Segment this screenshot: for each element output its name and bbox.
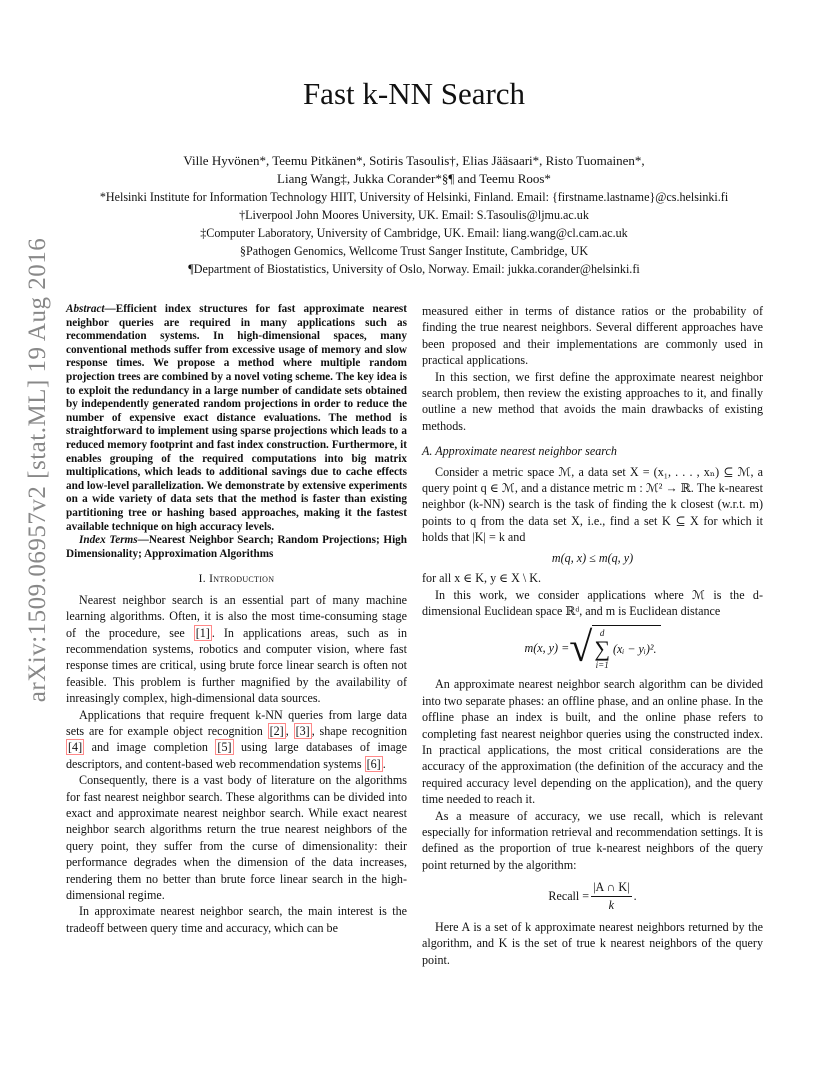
equation-lhs: m(x, y) = — [524, 640, 570, 655]
affiliation-cambridge: ‡Computer Laboratory, University of Cambridge, UK. Email: liang.wang@cl.cam.ac.uk — [200, 226, 628, 240]
subsection-heading-approximate-nn: A. Approximate nearest neighbor search — [422, 444, 617, 459]
recall-fraction — [591, 879, 631, 913]
text-span: . In applications areas, such as in recommendation systems, robotics and computer vision, where fast response times are critical, using brute force linear search is often not feasible. This problem is further magnified by the availability of inreasingly complex, high-dimensional data sources. — [66, 625, 407, 706]
intro-paragraph-3: Consequently, there is a vast body of literature on the algorithms for fast nearest neighbor search. These algorithms can be divided into exact and approximate nearest neighbor search. While exact nearest neighbor search algorithms return the true nearest neighbors of the query point, they suffer from the curse of dimensionality: their performance degrades when the dimension of the data increases, rendering them no better than brute force linear search in the high-dimensional regime. — [66, 773, 407, 902]
sum-body: (xᵢ − yᵢ)². — [613, 642, 657, 657]
sum-upper-limit: d — [599, 628, 605, 639]
citation-link-2[interactable]: [2] — [269, 723, 284, 738]
citation-link-6[interactable]: [6] — [366, 756, 381, 771]
index-terms — [66, 534, 407, 561]
summation — [594, 628, 610, 670]
abstract — [66, 303, 407, 534]
intro-paragraph-4: In approximate nearest neighbor search, the main interest is the tradeoff between query time and accuracy, which can be — [66, 904, 407, 935]
recall-paragraph: As a measure of accuracy, we use recall, which is relevant especially for information retrieval and recommendation settings. It is defined as the proportion of true k-nearest neighbors of the query point returned by the algorithm: — [422, 808, 763, 872]
citation-link-4[interactable]: [4] — [68, 740, 83, 755]
affiliation-hiit: *Helsinki Institute for Information Technology HIIT, University of Helsinki, Finland. Email: {firstname.lastname}@cs.helsinki.fi — [99, 190, 729, 204]
affiliation-oslo: ¶Department of Biostatistics, University of Oslo, Norway. Email: jukka.corander@helsinki.fi — [188, 262, 640, 276]
text-span: , shape recognition — [311, 723, 407, 738]
equation-recall — [422, 879, 763, 913]
radical-sign: √ — [569, 624, 593, 671]
text-span: Nearest neighbor search is an essential part of many machine learning algorithms. Often, it is also the most time-consuming stage of the procedure, see — [66, 592, 407, 640]
affiliation-list — [40, 188, 788, 278]
radicand — [592, 625, 660, 670]
arxiv-identifier: arXiv:1509.06957v2 [stat.ML] 19 Aug 2016 — [24, 237, 51, 703]
definition-paragraph-end: for all x ∈ K, y ∈ X \ K. — [422, 571, 542, 586]
abstract-label: Abstract — [66, 303, 105, 315]
index-terms-label: Index Terms — [79, 534, 138, 547]
intro-paragraph-5: In this section, we first define the approximate nearest neighbor search problem, then review the existing approaches to it, and finally outline a new method that avoids the main drawbacks of existing methods. — [422, 369, 763, 433]
square-root — [569, 625, 660, 670]
definition-paragraph: Consider a metric space ℳ, a data set X = (x₁, . . . , xₙ) ⊆ ℳ, a query point q ∈ ℳ, and a distance metric m : ℳ² → ℝ. The k-nearest neighbor (k-NN) search is the task of finding the k closest (w.r.t. m) points to q from the data set X, i.e., find a set K ⊆ X for which it holds that |K| = k and — [422, 464, 763, 545]
author-list — [60, 152, 768, 188]
fraction-numerator: |A ∩ K| — [591, 879, 631, 896]
phases-paragraph: An approximate nearest neighbor search algorithm can be divided into two separate phases: an offline phase, and an online phase. In the offline phase an index is built, and the online phase refers to completing fast nearest neighbor queries using the constructed index. In practical applications, the most critical considerations are the accuracy of the approximation (the definition of the accuracy and the required accuracy level depending on the application), and the query time needed to reach it. — [422, 677, 763, 807]
fraction-denominator: k — [608, 897, 615, 912]
equation-period: . — [633, 888, 637, 903]
recall-definition-paragraph: Here A is a set of k approximate nearest neighbors returned by the algorithm, and K is the set of true k nearest neighbors of the query point. — [422, 920, 763, 967]
right-column — [422, 303, 763, 968]
equation-euclidean-distance — [422, 625, 763, 670]
citation-link-3[interactable]: [3] — [295, 723, 310, 738]
intro-paragraph-4-continued: measured either in terms of distance ratios or the probability of finding the true nearest neighbors. Several different approaches have been proposed and their implementations are commonly used in practical applications. — [422, 304, 763, 368]
text-span: . — [382, 756, 386, 771]
section-heading-introduction: I. Introduction — [198, 573, 275, 586]
citation-link-5[interactable]: [5] — [217, 740, 232, 755]
affiliation-sanger: §Pathogen Genomics, Wellcome Trust Sanger Institute, Cambridge, UK — [239, 244, 589, 258]
equation-distance-inequality: m(q, x) ≤ m(q, y) — [551, 550, 634, 565]
text-span: , — [285, 723, 294, 738]
authors-line-2: Liang Wang‡, Jukka Corander*§¶ and Teemu Roos* — [277, 171, 551, 186]
text-span: Applications that require frequent k-NN queries from large data sets are for example object recognition — [66, 707, 407, 738]
sigma-symbol: ∑ — [594, 636, 611, 662]
paper-title: Fast k-NN Search — [302, 76, 526, 111]
abstract-text: —Efficient index structures for fast approximate nearest neighbor queries are required in many applications such as recommendation systems. In high-dimensional spaces, many conventional methods suffer from excessive usage of memory and slow response times. We propose a method where multiple random projection trees are combined by a novel voting scheme. The key idea is to exploit the redundancy in a large number of candidate sets obtained by independently generated random projections in order to reduce the number of expensive exact distance evaluations. The method is straightforward to implement using sparse projections which leads to a reduced memory footprint and fast index construction. Furthermore, it enables grouping of the required computations into big matrix multiplications, which leads to additional savings due to cache effects and low-level parallelization. We demonstrate by extensive experiments on a wide variety of data sets that the method is faster than existing partitioning tree or hashing based approaches, making it the fastest available technique on high accuracy levels. — [66, 303, 407, 533]
citation-link-1[interactable]: [1] — [195, 625, 210, 640]
text-span: using large databases of image descriptors, and content-based web recommendation systems — [66, 740, 407, 771]
euclidean-paragraph: In this work, we consider applications where ℳ is the d-dimensional Euclidean space ℝᵈ, and m is Euclidean distance — [422, 587, 763, 618]
intro-paragraph-1 — [66, 592, 407, 707]
sum-lower-limit: i=1 — [595, 660, 609, 671]
left-column — [66, 303, 407, 936]
affiliation-liverpool: †Liverpool John Moores University, UK. Email: S.Tasoulis@ljmu.ac.uk — [239, 208, 589, 222]
recall-lhs: Recall = — [548, 888, 590, 903]
index-terms-text: —Nearest Neighbor Search; Random Projections; High Dimensionality; Approximation Algorithms — [66, 534, 407, 560]
intro-paragraph-2 — [66, 707, 407, 773]
authors-line-1: Ville Hyvönen*, Teemu Pitkänen*, Sotiris Tasoulis†, Elias Jääsaari*, Risto Tuomainen*, — [183, 153, 645, 168]
text-span: and image completion — [84, 740, 216, 755]
